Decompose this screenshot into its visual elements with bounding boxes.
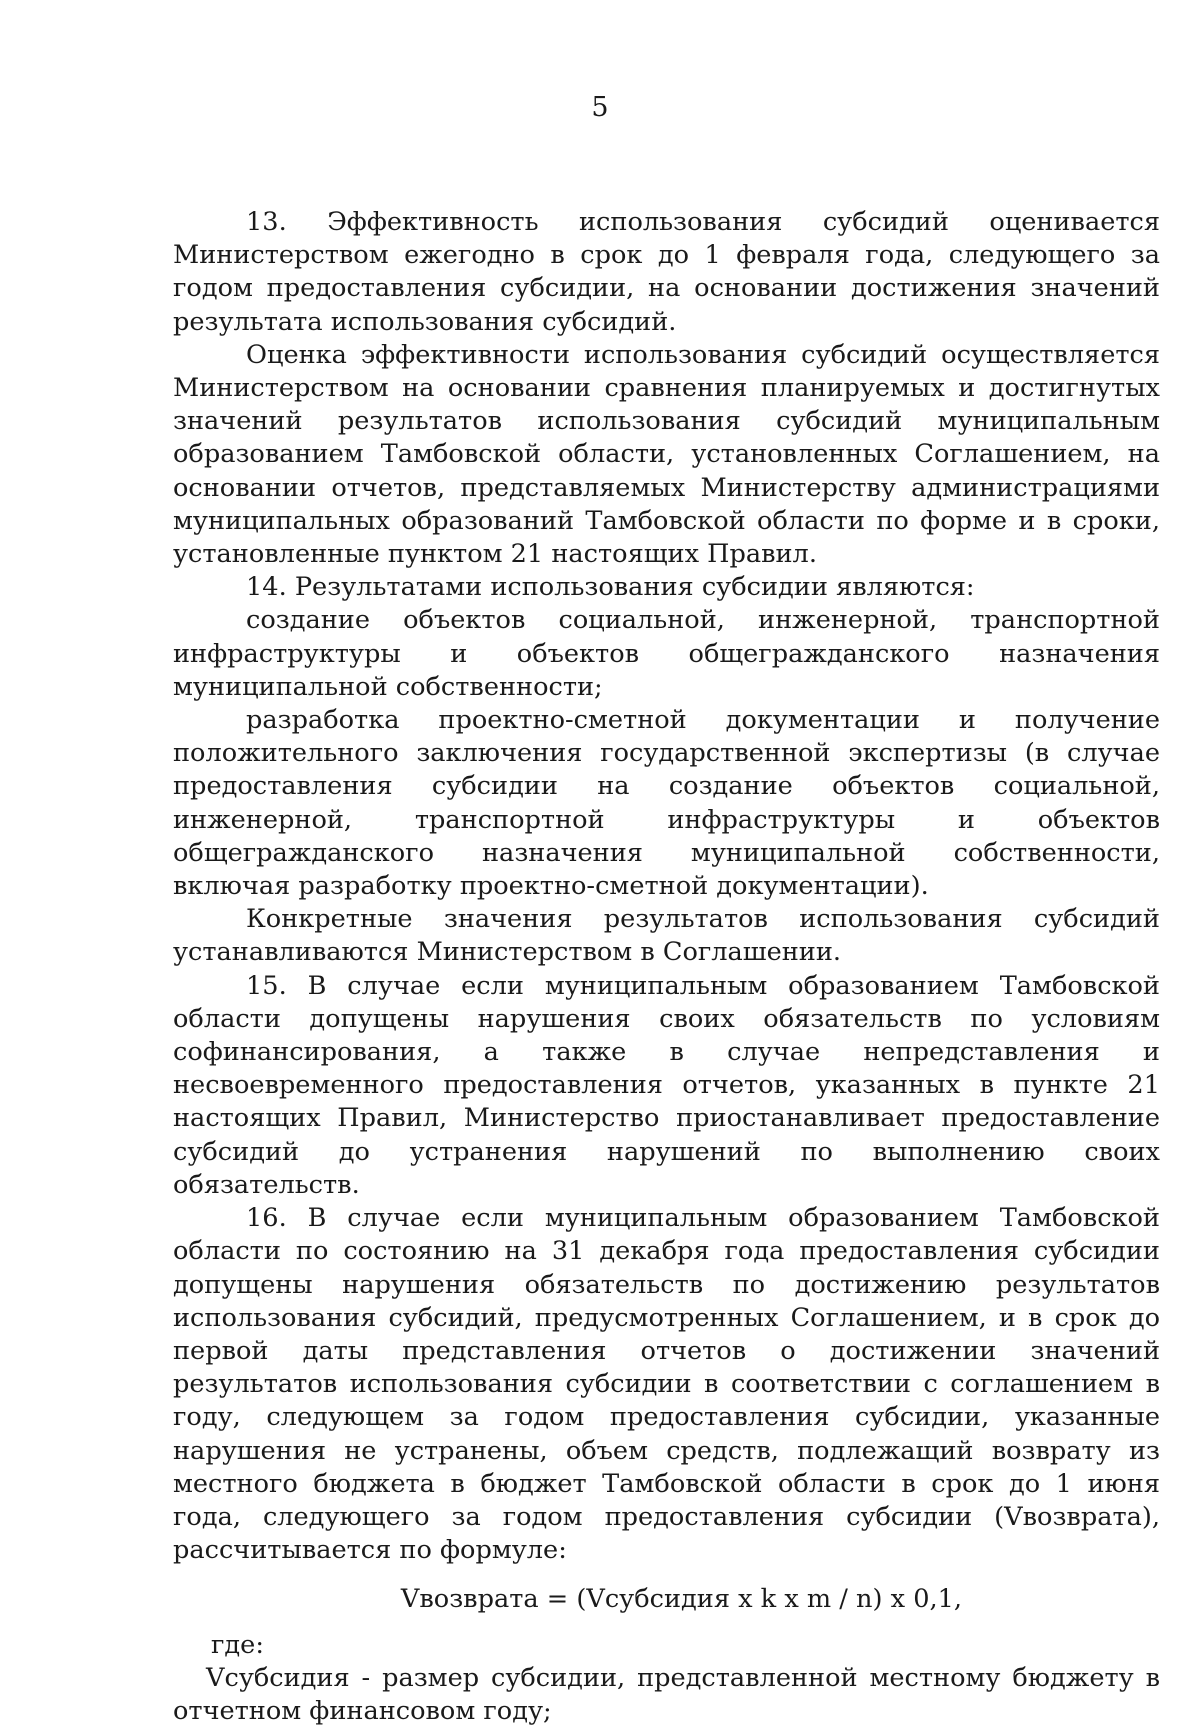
paragraph-16: 16. В случае если муниципальным образованием Тамбовской области по состоянию на 31 декабря года предоставления субсидии допущены нарушения обязательств по достижению результатов использования субсидий, предусмотренных Соглашением, и в срок до первой даты представления отчетов о достижении значений результатов использования субсидии в соответствии с соглашением в году, следующем за годом предоставления субсидии, указанные нарушения не устранены, объем средств, подлежащий возврату из местного бюджета в бюджет Тамбовской области в срок до 1 июня года, следующего за годом предоставления субсидии (Vвозврата), рассчитывается по формуле:: [173, 1203, 1160, 1566]
page-number: 5: [591, 92, 609, 123]
where-label: где:: [211, 1629, 264, 1660]
paragraph-13: 13. Эффективность использования субсидий оценивается Министерством ежегодно в срок до 1 февраля года, следующего за годом предоставления субсидии, на основании достижения значений результата использования субсидий.: [173, 207, 1160, 337]
document-body: [173, 206, 1160, 1728]
paragraph-14-result-2: разработка проектно-сметной документации и получение положительного заключения государственной экспертизы (в случае предоставления субсидии на создание объектов социальной, инженерной, транспортной инфраструктуры и объектов общегражданского назначения муниципальной собственности, включая разработку проектно-сметной документации).: [173, 705, 1160, 902]
paragraph-13-evaluation: Оценка эффективности использования субсидий осуществляется Министерством на основании сравнения планируемых и достигнутых значений результатов использования субсидий муниципальным образованием Тамбовской области, установленных Соглашением, на основании отчетов, представляемых Министерству администрациями муниципальных образований Тамбовской области по форме и в сроки, установленные пунктом 21 настоящих Правил.: [173, 339, 1160, 570]
paragraph-15: 15. В случае если муниципальным образованием Тамбовской области допущены нарушения своих обязательств по условиям софинансирования, а также в случае непредставления и несвоевременного предоставления отчетов, указанных в пункте 21 настоящих Правил, Министерство приостанавливает предоставление субсидий до устранения нарушений по выполнению своих обязательств.: [173, 970, 1160, 1200]
paragraph-14: 14. Результатами использования субсидии являются:: [246, 572, 975, 603]
paragraph-14-result-1: создание объектов социальной, инженерной, транспортной инфраструктуры и объектов общегражданского назначения муниципальной собственности;: [173, 605, 1160, 702]
refund-formula: Vвозврата = (Vсубсидия x k x m / n) x 0,1,: [400, 1584, 963, 1615]
definition-subsidy: Vсубсидия - размер субсидии, представленной местному бюджету в отчетном финансовом году;: [173, 1662, 1160, 1726]
paragraph-14-values: Конкретные значения результатов использования субсидий устанавливаются Министерством в Соглашении.: [173, 904, 1160, 968]
